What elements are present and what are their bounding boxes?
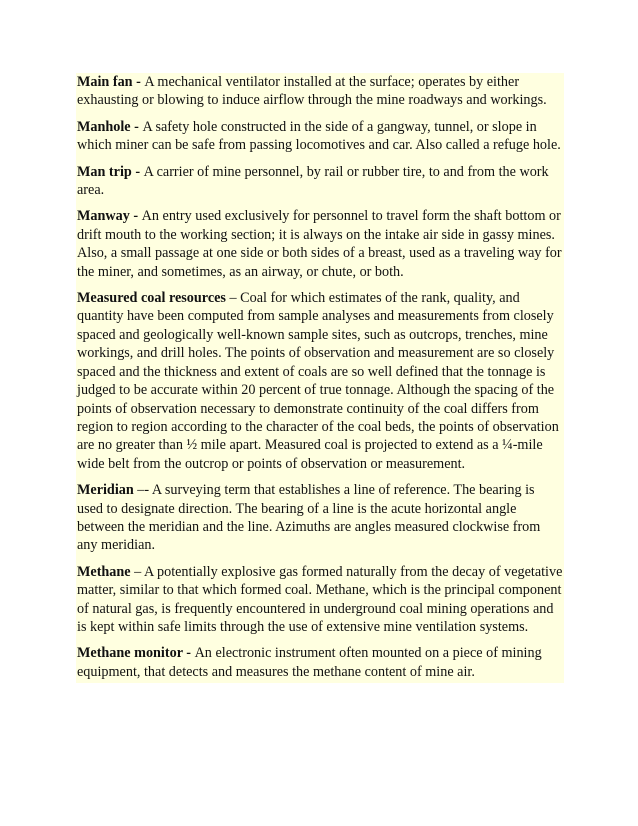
- glossary-term: Man trip: [77, 163, 132, 180]
- glossary-entry-manhole: [76, 118, 564, 155]
- glossary-entry-methane: [76, 563, 564, 637]
- glossary-section: [76, 73, 564, 683]
- glossary-definition: A potentially explosive gas formed naturally from the decay of vegetative matter, similar to that which formed coal. Methane, which is the principal component of natural gas, is frequently encountered in underground coal mining operations and is kept within safe limits through the use of extensive mine ventilation systems.: [77, 563, 563, 635]
- glossary-term: Methane: [77, 563, 131, 580]
- term-separator: –: [225, 290, 241, 307]
- glossary-definition: A carrier of mine personnel, by rail or rubber tire, to and from the work area.: [77, 163, 549, 199]
- term-separator: -: [129, 208, 142, 225]
- glossary-definition: Coal for which estimates of the rank, quality, and quantity have been computed from sample analyses and measurements from closely spaced and geologically well-known sample sites, such as outcrops, trenches, mine workings, and drill holes. The points of observation and measurement are so closely spaced and the thickness and extent of coals are so well defined that the tonnage is judged to be accurate within 20 percent of true tonnage. Although the spacing of the points of observation necessary to demonstrate continuity of the coal differs from region to region according to the character of the coal beds, the points of observation are no greater than ½ mile apart. Measured coal is projected to extend as a ¼-mile wide belt from the outcrop or points of observation or measurement.: [77, 290, 559, 472]
- glossary-term: Main fan: [77, 74, 133, 90]
- glossary-definition: A safety hole constructed in the side of a gangway, tunnel, or slope in which miner can be safe from passing locomotives and car. Also called a refuge hole.: [77, 118, 561, 154]
- glossary-definition: An electronic instrument often mounted on a piece of mining equipment, that detects and measures the methane content of mine air.: [77, 645, 542, 680]
- glossary-term: Methane monitor: [77, 645, 183, 662]
- glossary-term: Meridian: [77, 482, 134, 499]
- term-separator: -: [132, 74, 145, 90]
- glossary-definition: A surveying term that establishes a line of reference. The bearing is used to designate direction. The bearing of a line is the acute horizontal angle between the meridian and the line. Azimuths are angles measured clockwise from any meridian.: [77, 482, 541, 554]
- term-separator: –-: [133, 482, 152, 499]
- glossary-term: Measured coal resources: [77, 290, 226, 307]
- glossary-term: Manhole: [77, 118, 131, 135]
- glossary-entry-methane-monitor: [76, 644, 564, 681]
- glossary-definition: A mechanical ventilator installed at the surface; operates by either exhausting or blowing to induce airflow through the mine roadways and workings.: [77, 74, 547, 109]
- term-separator: -: [130, 118, 143, 135]
- glossary-entry-main-fan: [76, 73, 564, 110]
- glossary-entry-meridian: [76, 481, 564, 555]
- term-separator: -: [182, 645, 195, 662]
- glossary-definition: An entry used exclusively for personnel to travel form the shaft bottom or drift mouth to the working section; it is always on the intake air side in gassy mines. Also, a small passage at one side or both sides of a breast, used as a traveling way for the miner, and sometimes, as an airway, or chute, or both.: [77, 208, 562, 280]
- glossary-entry-man-trip: [76, 163, 564, 200]
- glossary-entry-manway: [76, 207, 564, 281]
- glossary-entry-measured-coal-resources: [76, 289, 564, 473]
- glossary-term: Manway: [77, 208, 130, 225]
- term-separator: –: [130, 563, 144, 580]
- term-separator: -: [131, 163, 144, 180]
